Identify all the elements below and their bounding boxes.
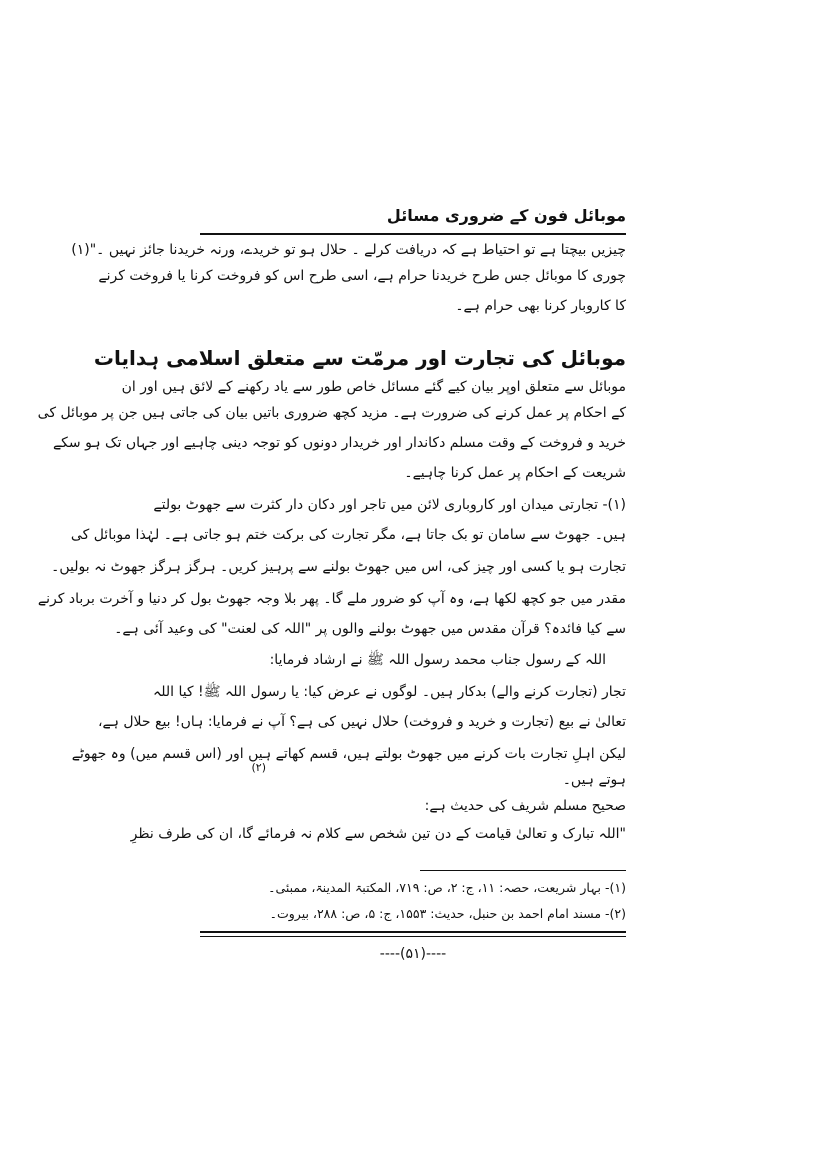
footnote-marker: (۲) xyxy=(251,761,266,774)
hadith-quote-line: "اللہ تبارک و تعالیٰ قیامت کے دن تین شخص سے کلام نہ فرمائے گا، ان کی طرف نظرِ xyxy=(130,826,626,842)
body-line-3: کا کاروبار کرنا بھی حرام ہے۔ xyxy=(455,298,626,314)
paragraph-line: سے کیا فائدہ؟ قرآن مقدس میں جھوٹ بولنے والوں پر "اللہ کی لعنت" کی وعید آئی ہے۔ xyxy=(114,621,626,637)
body-line-1: چیزیں بیچتا ہے تو احتیاط ہے کہ دریافت کرلے ۔ حلال ہو تو خریدے، ورنہ خریدنا جائز نہیں ۔"(۱) xyxy=(71,242,626,258)
paragraph-line: شریعت کے احکام پر عمل کرنا چاہیے۔ xyxy=(404,465,626,481)
paragraph-line: موبائل سے متعلق اوپر بیان کیے گئے مسائل خاص طور سے یاد رکھنے کے لائق ہیں اور ان xyxy=(121,379,626,395)
hadith-intro-line: صحیح مسلم شریف کی حدیث ہے: xyxy=(424,798,626,814)
hadith-line: ہوتے ہیں۔ xyxy=(562,772,626,788)
footnote-separator xyxy=(420,870,626,871)
running-header: موبائل فون کے ضروری مسائل xyxy=(386,206,626,225)
paragraph-line: ہیں۔ جھوٹ سے سامان تو بک جاتا ہے، مگر تجارت کی برکت ختم ہو جاتی ہے۔ لہٰذا موبائل کی xyxy=(70,527,626,543)
footer-rule-bottom xyxy=(200,936,626,937)
paragraph-line: مقدر میں جو کچھ لکھا ہے، وہ آپ کو ضرور ملے گا۔ پھر بلا وجہ جھوٹ بول کر دنیا و آخرت برباد کرنے xyxy=(37,591,626,607)
header-rule xyxy=(200,233,626,235)
paragraph-line: کے احکام پر عمل کرنے کی ضرورت ہے۔ مزید کچھ ضروری باتیں بیان کی جاتی ہیں جن پر موبائل کی xyxy=(37,405,626,421)
paragraph-line: خرید و فروخت کے وقت مسلم دکاندار اور خریدار دونوں کو توجہ دینی چاہیے اور جہاں تک ہو سکے xyxy=(52,435,626,451)
hadith-line: لیکن اہلِ تجارت بات کرنے میں جھوٹ بولتے ہیں، قسم کھاتے ہیں اور (اس قسم میں) وہ جھوٹے xyxy=(71,746,626,762)
footnote-2: (۲)- مسند امام احمد بن حنبل، حدیث: ۱۵۵۳، ج: ۵، ص: ۲۸۸، بیروت۔ xyxy=(269,906,626,921)
body-line-2: چوری کا موبائل جس طرح خریدنا حرام ہے، اسی طرح اس کو فروخت کرنا یا فروخت کرنے xyxy=(98,268,626,284)
hadith-line: تعالیٰ نے بیع (تجارت و خرید و فروخت) حلال نہیں کی ہے؟ آپ نے فرمایا: ہاں! بیع حلال ہے، xyxy=(97,714,626,730)
paragraph-line: تجارت ہو یا کسی اور چیز کی، اس میں جھوٹ بولنے سے پرہیز کریں۔ ہرگز ہرگز جھوٹ نہ بولیں۔ xyxy=(51,559,626,575)
hadith-line: تجار (تجارت کرنے والے) بدکار ہیں۔ لوگوں نے عرض کیا: یا رسول اللہ ﷺ! کیا اللہ xyxy=(153,684,626,700)
paragraph-line: اللہ کے رسول جناب محمد رسول اللہ ﷺ نے ارشاد فرمایا: xyxy=(269,652,606,668)
page-number: ----(۵۱)---- xyxy=(379,946,447,962)
footer-rule-top xyxy=(200,931,626,933)
footnote-1: (۱)- بہار شریعت، حصہ: ۱۱، ج: ۲، ص: ۷۱۹، المکتبۃ المدینۃ، ممبئی۔ xyxy=(268,880,626,895)
paragraph-line: (۱)- تجارتی میدان اور کاروباری لائن میں تاجر اور دکان دار کثرت سے جھوٹ بولتے xyxy=(153,497,626,513)
section-heading: موبائل کی تجارت اور مرمّت سے متعلق اسلامی ہدایات xyxy=(93,346,626,370)
